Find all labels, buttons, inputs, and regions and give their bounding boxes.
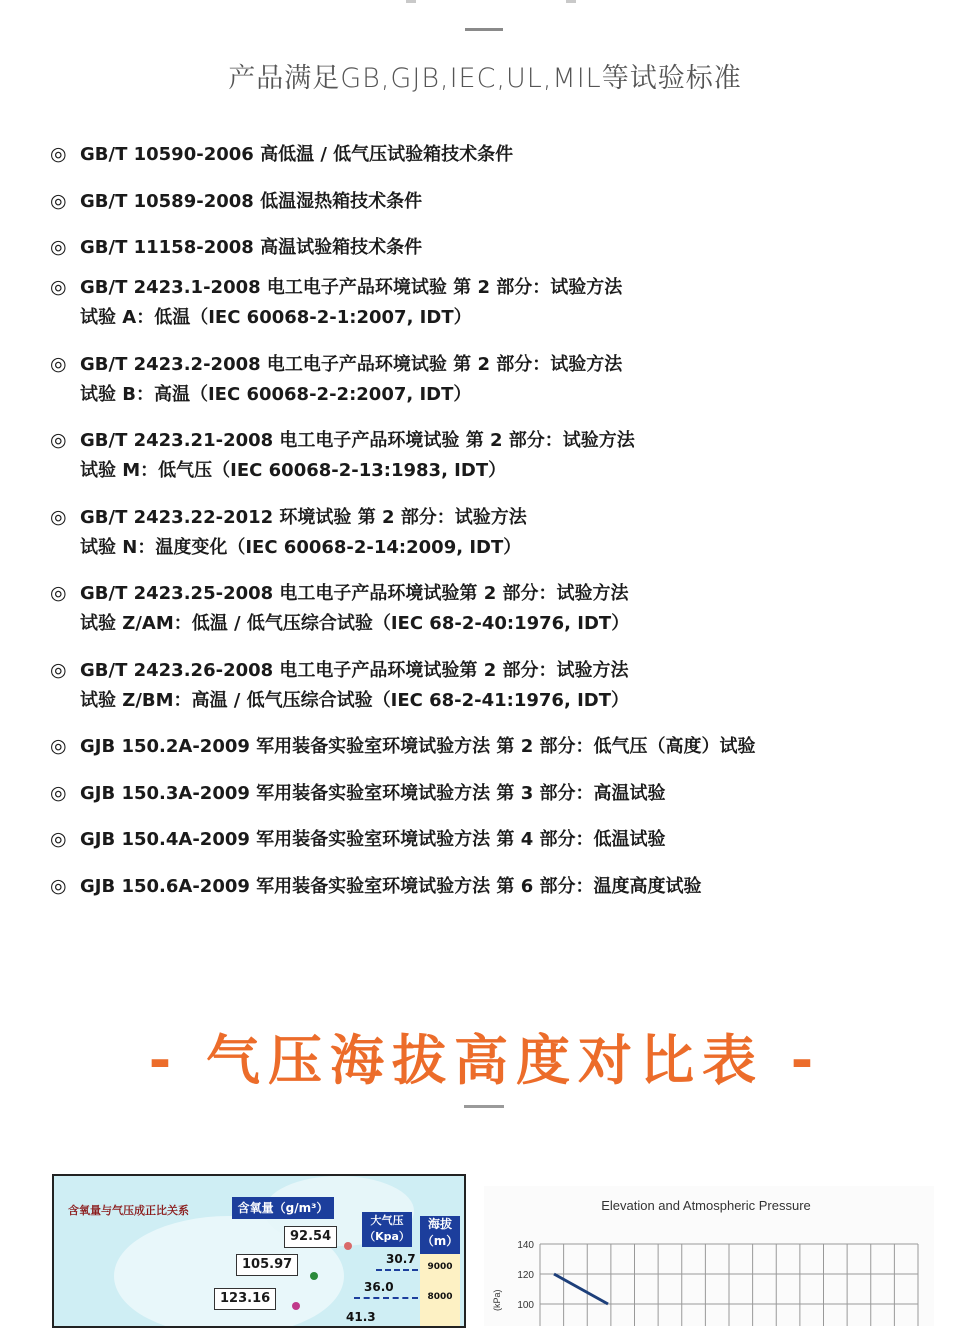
standard-item [50, 349, 950, 410]
pressure-header-line2: （Kpa） [364, 1230, 410, 1243]
y-tick-label: 100 [517, 1300, 534, 1311]
standard-title: GJB 150.6A-2009 军用装备实验室环境试验方法 第 6 部分：温度高度试验 [80, 876, 702, 897]
standard-item [50, 186, 950, 217]
standard-line [50, 578, 950, 609]
climber-figure [310, 1272, 318, 1280]
pressure-value: 41.3 [346, 1310, 376, 1324]
bullet-icon: ◎ [50, 190, 67, 212]
standard-subline: 试验 M：低气压（IEC 60068-2-13:1983, IDT） [80, 460, 507, 481]
header-divider [465, 28, 503, 31]
standard-line [50, 824, 950, 855]
bullet-icon: ◎ [50, 429, 67, 451]
standard-item [50, 778, 950, 809]
standard-title: GB/T 10590-2006 高低温 / 低气压试验箱技术条件 [80, 144, 514, 165]
oxygen-header: 含氧量（g/m³） [232, 1197, 334, 1219]
section-divider [464, 1105, 504, 1108]
elevation-pressure-chart [484, 1186, 934, 1326]
chart-svg [484, 1186, 934, 1326]
standard-item [50, 502, 950, 563]
standard-item [50, 824, 950, 855]
standard-title: GB/T 2423.1-2008 电工电子产品环境试验 第 2 部分：试验方法 [80, 277, 623, 298]
bullet-icon: ◎ [50, 782, 67, 804]
standard-subline: 试验 B：高温（IEC 60068-2-2:2007, IDT） [80, 384, 472, 405]
y-tick-label: 140 [517, 1240, 534, 1251]
standard-title: GB/T 2423.22-2012 环境试验 第 2 部分：试验方法 [80, 507, 527, 528]
standard-item [50, 871, 950, 902]
pressure-value: 36.0 [364, 1280, 394, 1294]
standard-line [50, 778, 950, 809]
pressure-header-line1: 大气压 [370, 1214, 404, 1227]
standard-title: GB/T 10589-2008 低温湿热箱技术条件 [80, 191, 423, 212]
y-axis-label: (kPa) [492, 1289, 502, 1311]
climber-figure [344, 1242, 352, 1250]
bullet-icon: ◎ [50, 828, 67, 850]
standard-item [50, 139, 950, 170]
chart-title: Elevation and Atmospheric Pressure [601, 1198, 811, 1213]
standard-line [50, 502, 950, 533]
standard-line [50, 655, 950, 686]
top-title-remnant [406, 0, 576, 4]
standard-line [50, 272, 950, 303]
standard-line [50, 731, 950, 762]
bullet-icon: ◎ [50, 353, 67, 375]
series-line [554, 1274, 608, 1304]
oxygen-pressure-illustration [52, 1174, 466, 1328]
oxygen-value: 105.97 [236, 1254, 298, 1276]
altitude-header [420, 1216, 460, 1254]
bullet-icon: ◎ [50, 582, 67, 604]
bullet-icon: ◎ [50, 875, 67, 897]
standard-subline: 试验 N：温度变化（IEC 60068-2-14:2009, IDT） [80, 537, 522, 558]
standard-item [50, 731, 950, 762]
standard-title: GB/T 2423.21-2008 电工电子产品环境试验 第 2 部分：试验方法 [80, 430, 635, 451]
climber-figure [292, 1302, 300, 1310]
altitude-value: 8000 [427, 1292, 453, 1302]
standard-line [50, 186, 950, 217]
illustration-title: 含氧量与气压成正比关系 [68, 1204, 189, 1217]
standard-item [50, 425, 950, 486]
standard-line [50, 349, 950, 380]
bullet-icon: ◎ [50, 143, 67, 165]
oxygen-value: 92.54 [284, 1226, 337, 1248]
altitude-header-line2: （m） [421, 1234, 459, 1248]
standard-title: GJB 150.2A-2009 军用装备实验室环境试验方法 第 2 部分：低气压（高度）试验 [80, 736, 756, 757]
standard-line [50, 871, 950, 902]
standard-line [50, 425, 950, 456]
standard-subline: 试验 Z/BM：高温 / 低气压综合试验（IEC 68-2-41:1976, IDT） [80, 690, 629, 711]
oxygen-value: 123.16 [214, 1288, 276, 1310]
bullet-icon: ◎ [50, 276, 67, 298]
altitude-value: 9000 [427, 1262, 453, 1272]
pressure-header [362, 1212, 412, 1247]
standard-subline: 试验 Z/AM：低温 / 低气压综合试验（IEC 68-2-40:1976, IDT） [80, 613, 630, 634]
y-tick-label: 120 [517, 1270, 534, 1281]
pressure-arrow [354, 1297, 418, 1299]
standard-subline: 试验 A：低温（IEC 60068-2-1:2007, IDT） [80, 307, 472, 328]
standard-line [50, 139, 950, 170]
pressure-value: 30.7 [386, 1252, 416, 1266]
standards-subtitle: 产品满足GB,GJB,IEC,UL,MIL等试验标准 [228, 63, 742, 94]
bullet-icon: ◎ [50, 735, 67, 757]
standard-item [50, 578, 950, 639]
standard-line [50, 232, 950, 263]
standard-item [50, 272, 950, 333]
standard-title: GJB 150.3A-2009 军用装备实验室环境试验方法 第 3 部分：高温试验 [80, 783, 666, 804]
pressure-arrow [376, 1269, 418, 1271]
altitude-header-line1: 海拔 [427, 1217, 452, 1231]
standard-title: GB/T 2423.25-2008 电工电子产品环境试验第 2 部分：试验方法 [80, 583, 629, 604]
standard-title: GB/T 11158-2008 高温试验箱技术条件 [80, 237, 423, 258]
standard-title: GB/T 2423.26-2008 电工电子产品环境试验第 2 部分：试验方法 [80, 660, 629, 681]
standard-title: GJB 150.4A-2009 军用装备实验室环境试验方法 第 4 部分：低温试验 [80, 829, 666, 850]
standard-item [50, 232, 950, 263]
bullet-icon: ◎ [50, 236, 67, 258]
standard-title: GB/T 2423.2-2008 电工电子产品环境试验 第 2 部分：试验方法 [80, 354, 623, 375]
section-title: - 气压海拔高度对比表 - [148, 1029, 822, 1092]
standard-item [50, 655, 950, 716]
bullet-icon: ◎ [50, 506, 67, 528]
bullet-icon: ◎ [50, 659, 67, 681]
